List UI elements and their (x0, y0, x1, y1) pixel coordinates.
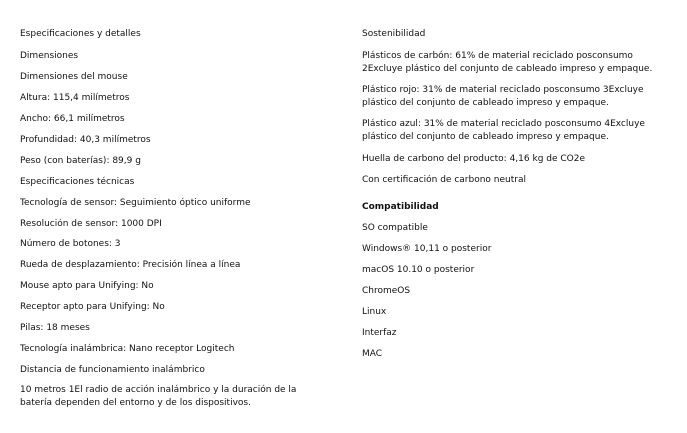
unifying-mouse-spec: Mouse apto para Unifying: No (20, 281, 154, 291)
windows-compat: Windows® 10,11 o posterior (362, 244, 492, 254)
sensor-tech-spec: Tecnología de sensor: Seguimiento óptico uniforme (20, 198, 251, 208)
specs-title: Especificaciones y detalles (20, 29, 141, 39)
blue-plastic-spec: Plástico azul: 31% de material reciclado posconsumo 4Excluye plástico del conjunto de cableado impreso y empaque. (362, 119, 645, 142)
sustainability-heading: Sostenibilidad (362, 29, 426, 39)
wireless-tech-spec: Tecnología inalámbrica: Nano receptor Logitech (20, 344, 235, 354)
interfaz-heading: Interfaz (362, 328, 397, 338)
buttons-spec: Número de botones: 3 (20, 239, 121, 249)
mouse-dimensions-heading: Dimensiones del mouse (20, 72, 128, 82)
tech-specs-heading: Especificaciones técnicas (20, 177, 135, 187)
sensor-resolution-spec: Resolución de sensor: 1000 DPI (20, 219, 162, 229)
height-spec: Altura: 115,4 milímetros (20, 93, 130, 103)
scroll-wheel-spec: Rueda de desplazamiento: Precisión línea a línea (20, 260, 241, 270)
red-plastic-spec: Plástico rojo: 31% de material reciclado posconsumo 3Excluye plástico del conjunto de cableado impreso y empaque. (362, 85, 644, 108)
macos-compat: macOS 10.10 o posterior (362, 265, 475, 275)
depth-spec: Profundidad: 40,3 milímetros (20, 135, 151, 145)
dimensions-heading: Dimensiones (20, 51, 79, 61)
carbon-neutral-spec: Con certificación de carbono neutral (362, 175, 526, 185)
range-note: 10 metros 1El radio de acción inalámbrico y la duración de la batería dependen del entorno y de los dispositivos. (20, 385, 297, 408)
linux-compat: Linux (362, 307, 387, 317)
wireless-distance-spec: Distancia de funcionamiento inalámbrico (20, 365, 205, 375)
unifying-receiver-spec: Receptor apto para Unifying: No (20, 302, 165, 312)
mac-interface: MAC (362, 349, 383, 359)
width-spec: Ancho: 66,1 milímetros (20, 114, 125, 124)
batteries-spec: Pilas: 18 meses (20, 323, 90, 333)
os-compatible-heading: SO compatible (362, 223, 428, 233)
weight-spec: Peso (con baterías): 89,9 g (20, 156, 141, 166)
carbon-footprint-spec: Huella de carbono del producto: 4,16 kg de CO2e (362, 154, 586, 164)
compatibility-heading: Compatibilidad (362, 202, 439, 212)
carbon-plastic-spec: Plásticos de carbón: 61% de material reciclado posconsumo 2Excluye plástico del conjunto de cableado impreso y empaque. (362, 51, 653, 74)
chromeos-compat: ChromeOS (362, 286, 411, 296)
